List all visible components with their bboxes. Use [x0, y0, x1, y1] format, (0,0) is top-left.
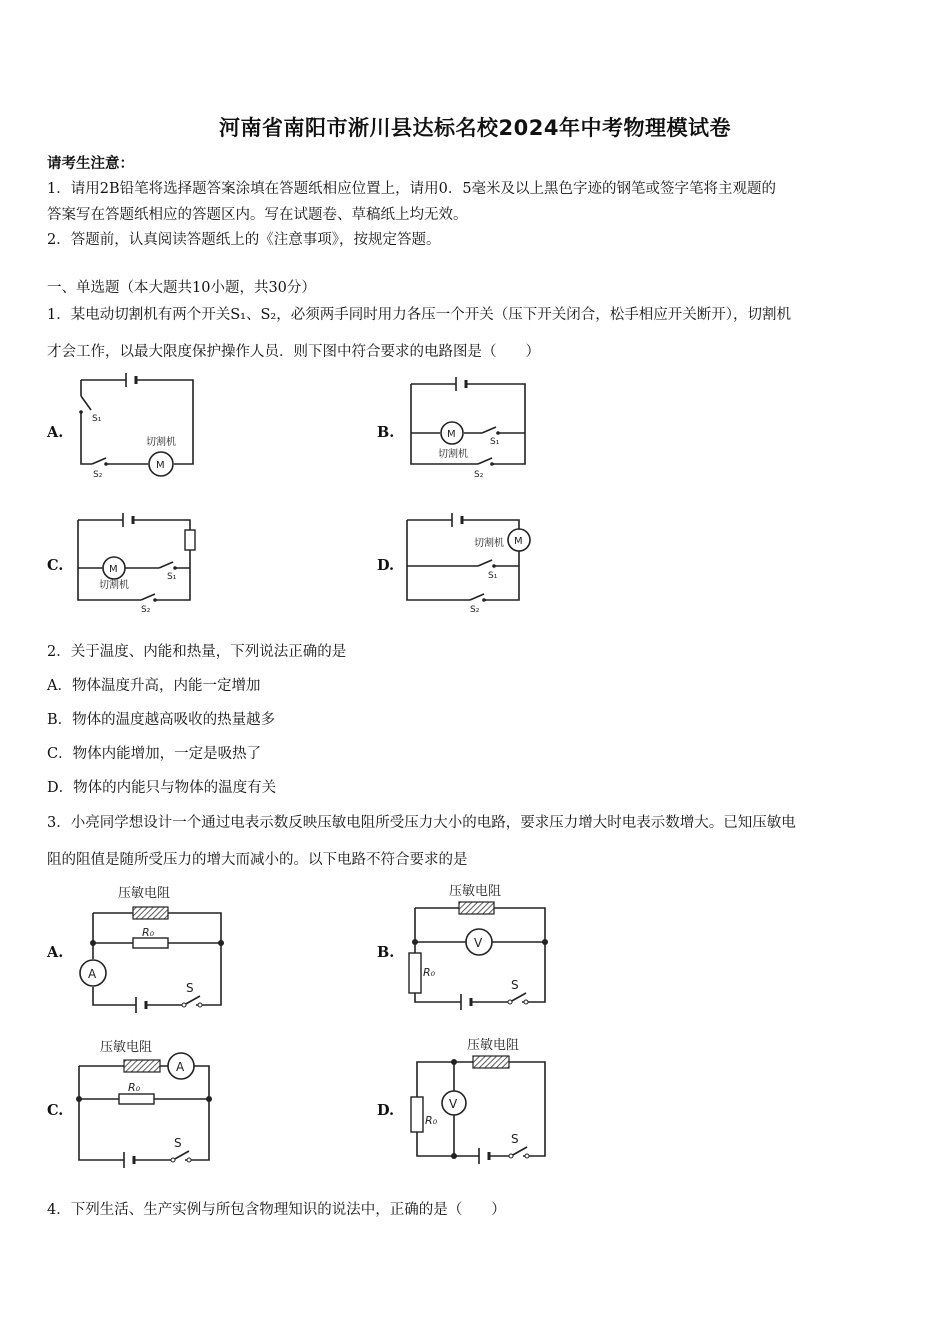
- q3b-voltmeter-icon: V: [474, 936, 483, 950]
- q3a-sensor-label: 压敏电阻: [118, 886, 171, 901]
- q1d-s1-label: S₁: [488, 571, 498, 581]
- q1-circuit-a: [78, 372, 208, 482]
- q2-option-d[interactable]: D．物体的内能只与物体的温度有关: [47, 780, 277, 796]
- q3-option-c-label[interactable]: C.: [47, 1102, 64, 1119]
- q3a-ammeter-icon: A: [88, 967, 97, 981]
- q3d-sensor-label: 压敏电阻: [467, 1038, 520, 1053]
- notice-heading: 请考生注意：: [47, 155, 134, 172]
- q1a-s2-label: S₂: [93, 470, 103, 480]
- q1c-motor-icon: M: [109, 564, 118, 575]
- q3-circuit-a: [78, 880, 238, 1010]
- q1c-s1-label: S₁: [167, 572, 177, 582]
- q1b-s2-label: S₂: [474, 470, 484, 480]
- q3c-ammeter-icon: A: [176, 1060, 185, 1074]
- q3d-switch-label: S: [511, 1132, 519, 1146]
- notice-item-1: 1．请用2B铅笔将选择题答案涂填在答题纸相应位置上，请用0．5毫米及以上黑色字迹的钢笔或签字笔将主观题的: [47, 181, 777, 197]
- q1-option-c-label[interactable]: C.: [47, 557, 64, 574]
- q3d-voltmeter-icon: V: [449, 1097, 458, 1111]
- q1d-motor-icon: M: [514, 536, 523, 547]
- q3b-sensor-label: 压敏电阻: [449, 884, 502, 899]
- notice-item-2: 2．答题前，认真阅读答题纸上的《注意事项》，按规定答题。: [47, 232, 441, 248]
- q1c-motor-label: 切割机: [99, 580, 129, 591]
- q3c-switch-label: S: [174, 1136, 182, 1150]
- q1d-motor-label: 切割机: [474, 538, 504, 549]
- q3b-switch-label: S: [511, 978, 519, 992]
- q3-option-b-label[interactable]: B.: [377, 944, 395, 961]
- q3-option-a-label[interactable]: A.: [47, 944, 64, 961]
- q3-stem: 3．小亮同学想设计一个通过电表示数反映压敏电阻所受压力大小的电路，要求压力增大时电表示数增大。已知压敏电: [47, 815, 796, 831]
- q3a-r0-label: R₀: [142, 926, 155, 939]
- q4-stem: 4．下列生活、生产实例与所包含物理知识的说法中，正确的是（ ）: [47, 1202, 506, 1218]
- page-title: 河南省南阳市淅川县达标名校2024年中考物理模试卷: [219, 116, 731, 140]
- q1b-motor-icon: M: [447, 429, 456, 440]
- q1-option-a-label[interactable]: A.: [47, 424, 64, 441]
- q3c-sensor-label: 压敏电阻: [100, 1040, 153, 1055]
- q1a-motor-icon: M: [156, 460, 165, 471]
- q2-option-c[interactable]: C．物体内能增加，一定是吸热了: [47, 746, 262, 762]
- section-heading: 一、单选题（本大题共10小题，共30分）: [47, 280, 316, 296]
- q1-option-d-label[interactable]: D.: [377, 557, 395, 574]
- q2-stem: 2．关于温度、内能和热量，下列说法正确的是: [47, 644, 347, 660]
- q3-stem-cont: 阻的阻值是随所受压力的增大而减小的。以下电路不符合要求的是: [47, 852, 468, 868]
- q3-circuit-b: [405, 878, 565, 1008]
- q3-circuit-c: [76, 1036, 236, 1166]
- q3c-r0-label: R₀: [128, 1081, 141, 1094]
- q1-option-b-label[interactable]: B.: [377, 424, 395, 441]
- q1-circuit-b: [408, 372, 538, 482]
- notice-item-1-cont: 答案写在答题纸相应的答题区内。写在试题卷、草稿纸上均无效。: [47, 207, 468, 223]
- q1c-s2-label: S₂: [141, 605, 151, 615]
- q3a-switch-label: S: [186, 981, 194, 995]
- q1-circuit-c: [75, 510, 205, 620]
- q3-option-d-label[interactable]: D.: [377, 1102, 395, 1119]
- q2-option-a[interactable]: A．物体温度升高，内能一定增加: [47, 678, 261, 694]
- q1a-s1-label: S₁: [92, 414, 102, 424]
- q3-circuit-d: [405, 1034, 565, 1164]
- q3b-r0-label: R₀: [423, 966, 436, 979]
- q1b-s1-label: S₁: [490, 437, 500, 447]
- q3d-r0-label: R₀: [425, 1114, 438, 1127]
- q1-circuit-d: [404, 510, 544, 620]
- q1-stem-cont: 才会工作，以最大限度保护操作人员．则下图中符合要求的电路图是（ ）: [47, 344, 540, 360]
- q2-option-b[interactable]: B．物体的温度越高吸收的热量越多: [47, 712, 276, 728]
- q1a-motor-label: 切割机: [146, 437, 176, 448]
- q1-stem: 1．某电动切割机有两个开关S₁、S₂，必须两手同时用力各压一个开关（压下开关闭合，松手相应开关断开），切割机: [47, 307, 791, 323]
- q1d-s2-label: S₂: [470, 605, 480, 615]
- q1b-motor-label: 切割机: [438, 449, 468, 460]
